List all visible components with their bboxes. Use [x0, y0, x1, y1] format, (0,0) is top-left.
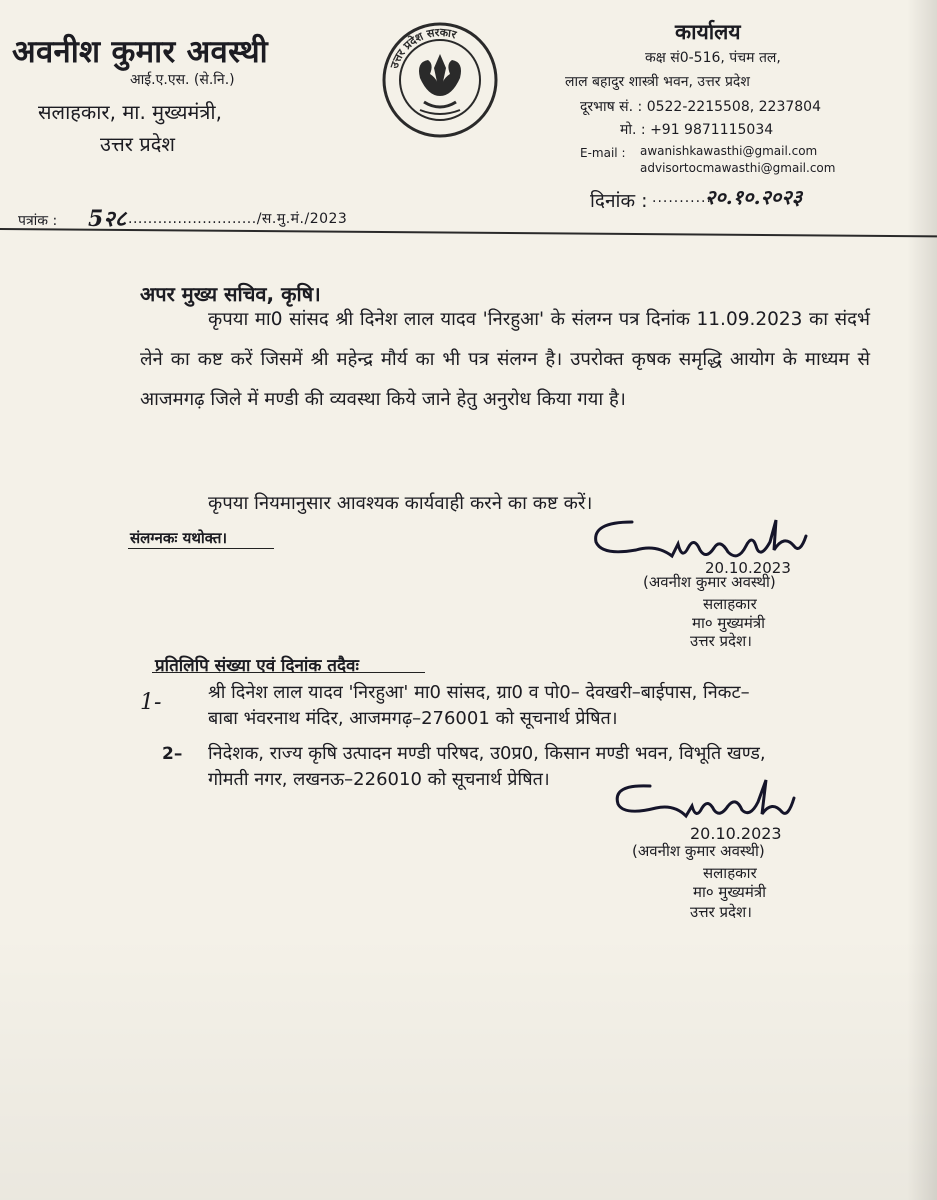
copy-1-line-2: बाबा भंवरनाथ मंदिर, आजमगढ़–276001 को सूचनार्थ प्रेषित। — [208, 708, 618, 729]
copy-2-number: 2– — [162, 744, 183, 764]
signature-1-designation: सलाहकार — [703, 595, 757, 613]
signature-2-state: उत्तर प्रदेश। — [690, 903, 752, 921]
emblem-text: उत्तर प्रदेश सरकार — [387, 25, 458, 71]
signature-1-name: (अवनीश कुमार अवस्थी) — [643, 573, 776, 591]
copy-2-line-1: निदेशक, राज्य कृषि उत्पादन मण्डी परिषद, उ0प्र0, किसान मण्डी भवन, विभूति खण्ड, — [208, 743, 766, 764]
sender-name: अवनीश कुमार अवस्थी — [12, 34, 268, 70]
office-title: कार्यालय — [675, 20, 741, 44]
reference-label: पत्रांक : — [18, 213, 58, 229]
office-phone: दूरभाष सं. : 0522-2215508, 2237804 — [580, 99, 821, 115]
email-primary: awanishkawasthi@gmail.com — [640, 144, 818, 158]
email-secondary: advisortocmawasthi@gmail.com — [640, 161, 836, 175]
letterhead-divider — [0, 228, 937, 237]
signature-2 — [610, 770, 910, 830]
paper-fold-shadow — [0, 930, 937, 1200]
signature-2-date: 20.10.2023 — [690, 824, 782, 843]
office-address-line2: लाल बहादुर शास्त्री भवन, उत्तर प्रदेश — [565, 74, 750, 90]
office-mobile: मो. : +91 9871115034 — [620, 122, 774, 138]
body-paragraph-2: कृपया नियमानुसार आवश्यक कार्यवाही करने का कष्ट करें। — [208, 493, 593, 514]
signature-2-designation: सलाहकार — [703, 864, 757, 882]
signature-2-office: मा० मुख्यमंत्री — [693, 883, 767, 901]
signature-1-date: 20.10.2023 — [705, 559, 791, 577]
date-dots: ........... — [652, 190, 712, 206]
email-label: E-mail : — [580, 146, 626, 160]
signature-1-office: मा० मुख्यमंत्री — [692, 614, 766, 632]
signature-2-name: (अवनीश कुमार अवस्थी) — [632, 842, 765, 860]
copy-1-number: 1- — [140, 690, 162, 715]
enclosure-note: संलग्नकः यथोक्त। — [130, 529, 228, 547]
sender-state: उत्तर प्रदेश — [100, 132, 175, 156]
sender-service: आई.ए.एस. (से.नि.) — [130, 72, 235, 88]
copy-heading: प्रतिलिपि संख्या एवं दिनांक तदैवः — [155, 656, 359, 676]
handwritten-reference-number: 5२८ — [88, 206, 127, 232]
handwritten-date: २०.१०.२०२३ — [705, 185, 803, 209]
reference-suffix: ........................../स.मु.मं./2023 — [128, 211, 348, 227]
enclosure-underline — [128, 548, 274, 549]
office-address-line1: कक्ष सं0-516, पंचम तल, — [645, 50, 781, 66]
body-paragraph-1: कृपया मा0 सांसद श्री दिनेश लाल यादव 'निरहुआ' के संलग्न पत्र दिनांक 11.09.2023 का संदर्भ लेने का कष्ट करें जिसमें श्री महेन्द्र मौर्य का भी पत्र संलग्न है। उपरोक्त कृषक समृद्धि आयोग के माध्यम से आजमगढ़ जिले में मण्डी की व्यवस्था किये जाने हेतु अनुरोध किया गया है। — [140, 309, 870, 410]
up-government-emblem — [380, 20, 500, 140]
sender-designation: सलाहकार, मा. मुख्यमंत्री, — [38, 100, 222, 124]
copy-1-line-1: श्री दिनेश लाल यादव 'निरहुआ' मा0 सांसद, ग्रा0 व पो0– देवखरी–बाईपास, निकट– — [208, 682, 750, 703]
copy-heading-underline — [152, 672, 425, 673]
copy-2-line-2: गोमती नगर, लखनऊ–226010 को सूचनार्थ प्रेषित। — [208, 769, 550, 790]
signature-1-state: उत्तर प्रदेश। — [690, 632, 752, 650]
addressee: अपर मुख्य सचिव, कृषि। — [140, 282, 321, 306]
date-label: दिनांक : — [590, 190, 648, 212]
